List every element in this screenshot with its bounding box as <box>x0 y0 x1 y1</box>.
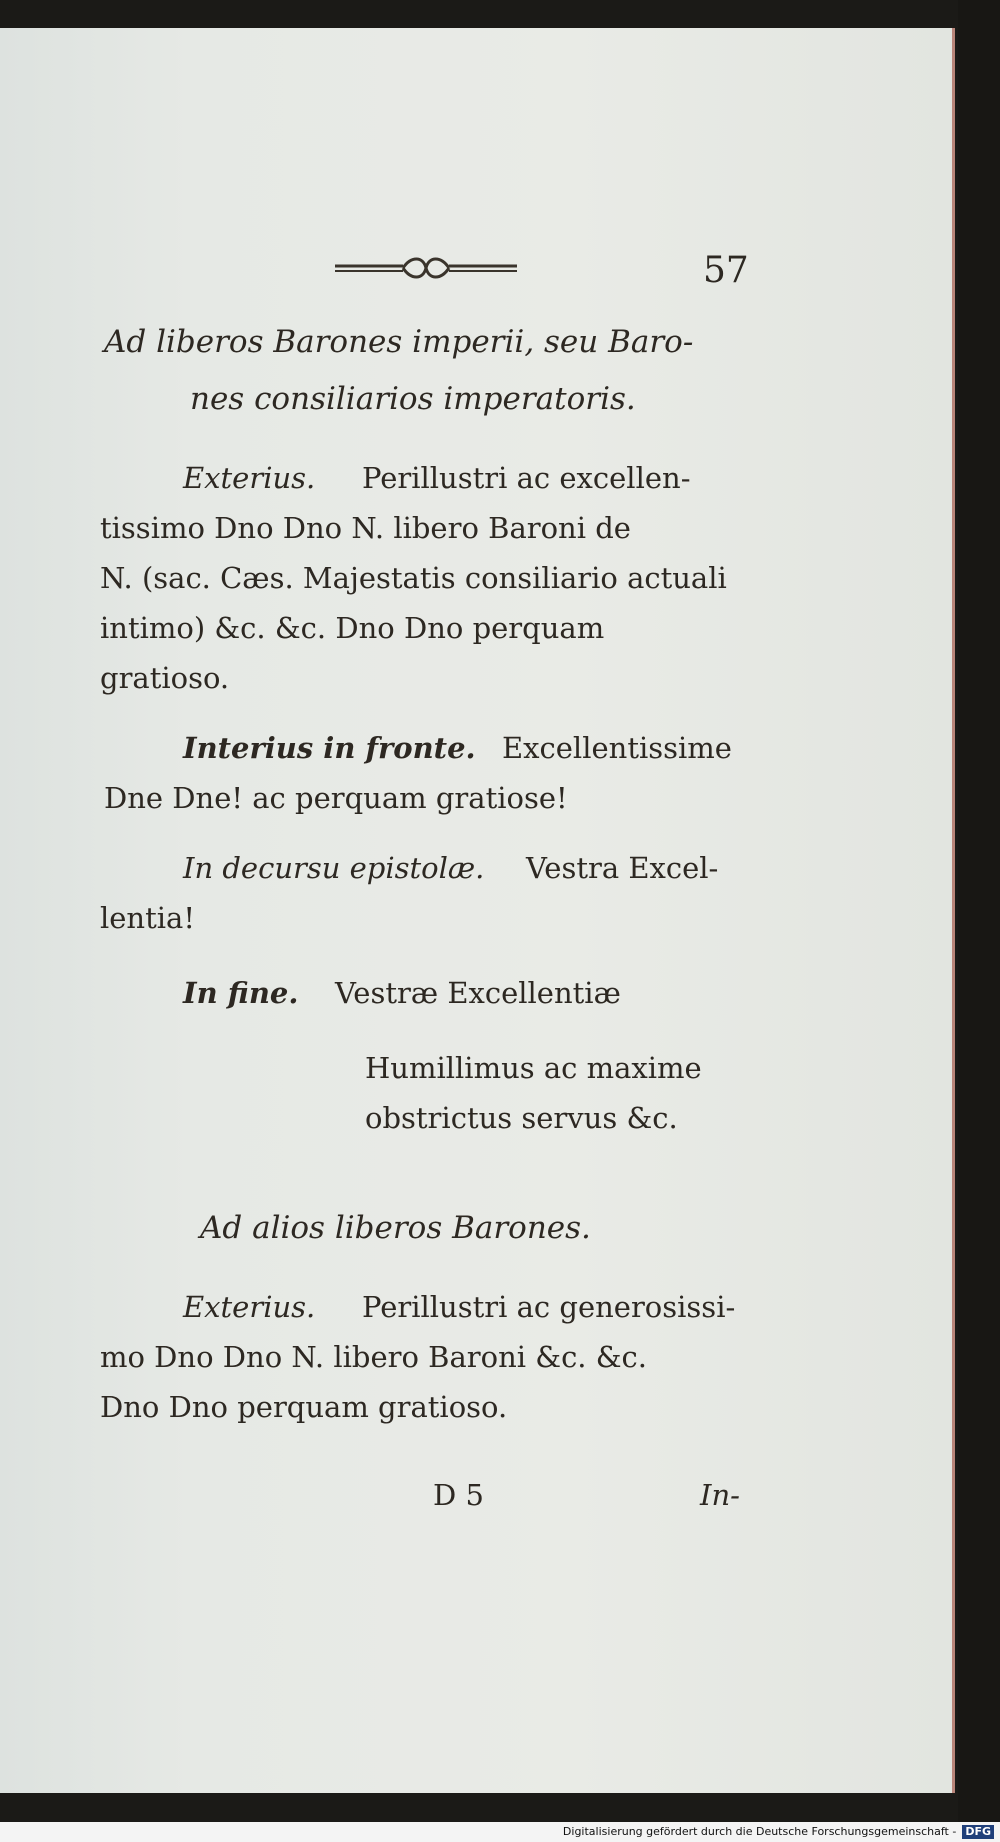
text-line: Excellentissime <box>502 731 732 765</box>
decursu-label: In decursu epistolæ. <box>183 851 485 885</box>
digitization-footer <box>0 1822 1000 1842</box>
text-line: Perillustri ac generosissi- <box>362 1290 736 1324</box>
text-line: mo Dno Dno N. libero Baroni &c. &c. <box>100 1340 648 1374</box>
text-line: Perillustri ac excellen- <box>362 461 691 495</box>
closing-line: Humillimus ac maxime <box>365 1051 702 1085</box>
fine-label: In fine. <box>183 976 299 1010</box>
section-heading: Ad alios liberos Barones. <box>200 1210 591 1246</box>
text-line: Vestræ Excellentiæ <box>335 976 621 1010</box>
text-line: Vestra Excel- <box>526 851 719 885</box>
text-line: N. (sac. Cæs. Majestatis consiliario actuali <box>100 561 727 595</box>
text-line: Dne Dne! ac perquam gratiose! <box>104 781 568 815</box>
catchword: In- <box>700 1478 740 1512</box>
heading-line-2: nes consiliarios imperatoris. <box>190 381 636 417</box>
dark-background-edge <box>958 0 1000 1842</box>
ornament-icon <box>333 252 519 284</box>
text-line: Dno Dno perquam gratioso. <box>100 1390 508 1424</box>
book-page <box>0 28 955 1793</box>
page-number: 57 <box>703 250 749 291</box>
exterius-label: Exterius. <box>183 1290 316 1324</box>
text-line: intimo) &c. &c. Dno Dno perquam <box>100 611 605 645</box>
dfg-logo: DFG <box>962 1825 994 1839</box>
footer-text: Digitalisierung gefördert durch die Deutsche Forschungsgemeinschaft - <box>562 1825 957 1838</box>
exterius-label: Exterius. <box>183 461 316 495</box>
text-line: lentia! <box>100 901 195 935</box>
signature-mark: D 5 <box>433 1478 484 1512</box>
text-line: tissimo Dno Dno N. libero Baroni de <box>100 511 631 545</box>
closing-line: obstrictus servus &c. <box>365 1101 678 1135</box>
text-line: gratioso. <box>100 661 230 695</box>
interius-label: Interius in fronte. <box>183 731 476 765</box>
heading-line-1: Ad liberos Barones imperii, seu Baro- <box>104 324 694 360</box>
